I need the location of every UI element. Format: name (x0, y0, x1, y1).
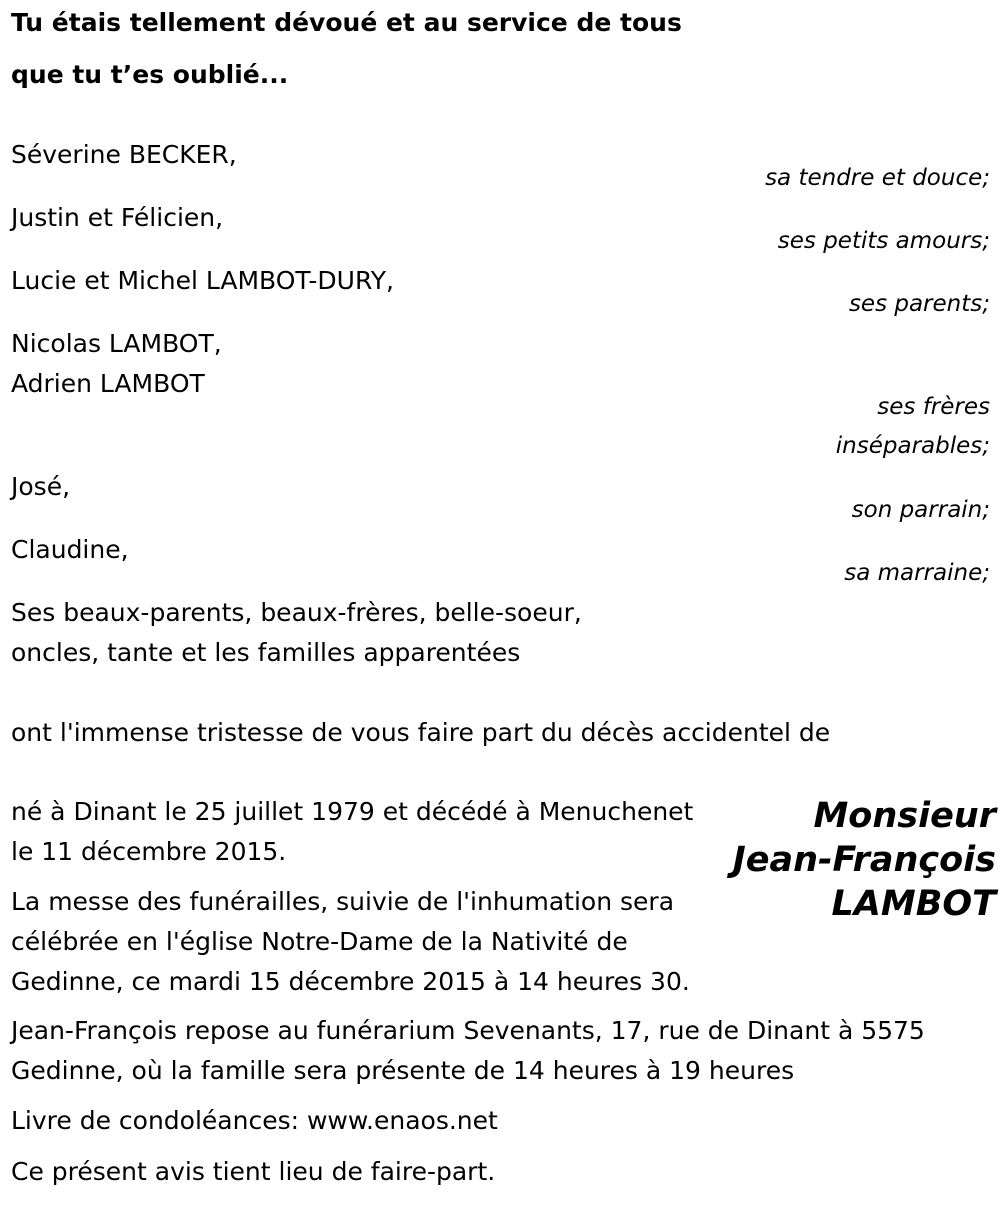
funerarium-line-1: Jean-François repose au funérarium Sevenants, 17, rue de Dinant à 5575 (11, 1016, 925, 1045)
family-name-severine: Séverine BECKER, (11, 140, 237, 169)
announcement-text: ont l'immense tristesse de vous faire part du décès accidentel de (11, 718, 831, 747)
family-name-children: Justin et Félicien, (11, 203, 224, 232)
notice-text: Ce présent avis tient lieu de faire-part. (11, 1157, 496, 1186)
epigraph-line-1: Tu étais tellement dévoué et au service de tous (11, 8, 682, 37)
family-relation-children: ses petits amours; (777, 228, 990, 254)
family-name-parents: Lucie et Michel LAMBOT-DURY, (11, 266, 394, 295)
family-relation-severine: sa tendre et douce; (765, 165, 990, 191)
family-relation-parents: ses parents; (848, 291, 990, 317)
family-name-jose: José, (11, 472, 71, 501)
family-relation-brothers-1: ses frères (877, 394, 990, 420)
birth-death-line-1: né à Dinant le 25 juillet 1979 et décédé à Menuchenet (11, 797, 694, 826)
funeral-line-2: célébrée en l'église Notre-Dame de la Nativité de (11, 927, 628, 956)
family-relation-godmother: sa marraine; (844, 560, 990, 586)
condolences-text: Livre de condoléances: www.enaos.net (11, 1106, 498, 1135)
funeral-line-1: La messe des funérailles, suivie de l'inhumation sera (11, 887, 675, 916)
deceased-first-name: Jean-François (732, 840, 996, 880)
family-name-adrien: Adrien LAMBOT (11, 369, 205, 398)
deceased-title: Monsieur (813, 796, 996, 836)
deceased-last-name: LAMBOT (831, 884, 996, 924)
funeral-line-3: Gedinne, ce mardi 15 décembre 2015 à 14 heures 30. (11, 967, 690, 996)
family-name-claudine: Claudine, (11, 535, 129, 564)
funerarium-line-2: Gedinne, où la famille sera présente de 14 heures à 19 heures (11, 1056, 795, 1085)
epigraph-line-2: que tu t’es oublié... (11, 60, 289, 89)
extended-family-line-2: oncles, tante et les familles apparentées (11, 638, 521, 667)
extended-family-line-1: Ses beaux-parents, beaux-frères, belle-soeur, (11, 598, 582, 627)
family-relation-godfather: son parrain; (851, 497, 990, 523)
birth-death-line-2: le 11 décembre 2015. (11, 837, 287, 866)
family-name-nicolas: Nicolas LAMBOT, (11, 329, 222, 358)
family-relation-brothers-2: inséparables; (835, 433, 990, 459)
